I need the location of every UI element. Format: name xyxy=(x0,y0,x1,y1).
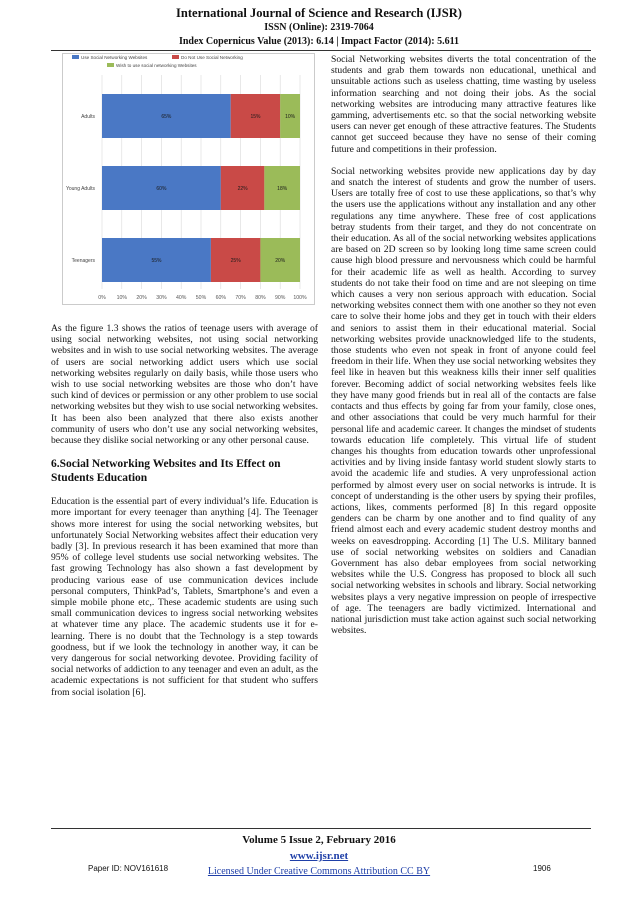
x-tick-label: 50% xyxy=(195,295,207,301)
social-networking-chart xyxy=(62,53,315,305)
x-tick-label: 100% xyxy=(293,295,307,301)
concentration-paragraph: Social Networking websites diverts the total concentration of the students and grab them towards non educational, unethical and unsuitable actions such as useless chatting, time wasting by useless information searching and not doing their jobs. As the social networking websites are introducing many attractive features like gamming, advertisements etc. so that the social networking website users can never get enough of these attractive features. The Students cannot get succeed because they have no sense of their coming future and competitions in their profession. xyxy=(331,54,596,155)
x-tick-label: 30% xyxy=(156,295,167,301)
education-paragraph: Education is the essential part of every individual’s life. Education is more important for every teenager than anything [4]. The Teenager shows more interest for using the social networking websites, but unfortunately Social Networking websites affect their education very badly [3]. In previous research it has been examined that more than 95% of college level students use social networking websites. The fast growing Technology has also shown a fast development by producing various ease of use communication devices include personal computers, ThinkPad’s, Tablets, Smartphone’s and even a simple mobile phone etc,. These academic students are using such small communication devices to ingress social networking websites at whatever time any place. The academic students use it for e-learning. There is no doubt that the Technology is a step towards goodness, but if we look the technology in another way, it can be very dangerous for social networking devotee. Providing facility of social networks of addiction to any teenager and even an adult, as the academic expectations is not sufficient for that student who suffers from social isolation [6]. xyxy=(51,496,318,698)
legend-swatch xyxy=(72,55,79,59)
issn-line: ISSN (Online): 2319-7064 xyxy=(264,22,374,33)
journal-title: International Journal of Science and Research (IJSR) xyxy=(176,6,462,20)
bar-value-label: 20% xyxy=(275,258,286,264)
category-label: Young Adults xyxy=(65,186,95,192)
bar-value-label: 18% xyxy=(277,186,288,192)
legend-label: Do Not Use Social Networking xyxy=(181,55,243,60)
category-label: Adults xyxy=(81,114,95,120)
header-rule xyxy=(51,50,591,51)
page-number: 1906 xyxy=(533,864,551,873)
bar-value-label: 25% xyxy=(230,258,241,264)
paper-id: Paper ID: NOV161618 xyxy=(88,864,169,873)
x-tick-label: 0% xyxy=(98,295,106,301)
footer-volume: Volume 5 Issue 2, February 2016 xyxy=(242,834,396,846)
legend-label: Use Social Networking Websites xyxy=(81,55,148,60)
bar-value-label: 15% xyxy=(250,114,261,120)
bar-value-label: 65% xyxy=(161,114,172,120)
x-tick-label: 90% xyxy=(275,295,286,301)
bar-value-label: 55% xyxy=(151,258,162,264)
category-label: Teenagers xyxy=(71,258,95,264)
right-column xyxy=(331,54,596,636)
x-tick-label: 80% xyxy=(255,295,266,301)
footer-license-link[interactable]: Licensed Under Creative Commons Attribution CC BY xyxy=(207,866,431,877)
x-tick-label: 60% xyxy=(215,295,226,301)
index-line: Index Copernicus Value (2013): 6.14 | Impact Factor (2014): 5.611 xyxy=(178,36,460,47)
footer-rule xyxy=(51,828,591,829)
applications-paragraph: Social networking websites provide new applications day by day and snatch the interest of students and grow the number of users. Users are totally free of cost to use these applications, so that’s why the users use the applications without any installation and any other regulations any time anywhere. These free of cost applications betray students from their target, and they do not concentrate on their education. As all of the social networking websites applications are based on 2D screen so by looking long time same screen could cause high blood pressure and nervousness which could be harmful for their academic life as well as health. According to survey students do not take their food on time and are not sleeping on time which causes a very non serious approach with education. Social networking websites connect them with one another so they not even care to solve their home jobs and they get in touch with their elders and seniors to assist them in their educational material. Social networking websites provide unacknowledged life to the students, those students who even not speak in front of anyone could feel freedom in their life. When they use social networking websites they feel like in heaven but this weakness kills their inner self qualities forever. Becoming addict of social networking websites feels like they have many good friends but in real all of the contacts are false contacts and thus effects by going far from your family, close ones, and other associations that could be very much harmful for their personal life and academic career. It changes the mindset of students towards education life completely. This virtual life of student changes his thoughts from education towards other unprofessional activities and by living inside fantasy world student slowly starts to avoid the academic life and studies. A very unprofessional action performed by almost every user on social networks is intrude. It is concept of understanding is the other users by spying their profiles, actions, likes, comments performed [8] In this regard opposite genders can be charm by one another and to find quality of any friend almost each and every academic student destroy months and weeks on eavesdropping. According [1] The U.S. Military banned use of social networking websites on soldiers and Canadian Government has also debar employees from social networking websites while the U.S. Congress has proposed to block all such social networking websites in schools and library. Social networking websites plays a very negative impression on people of irrespective of age. The teenagers are badly victimized. International and national jurisdiction must take action against such social networking websites. xyxy=(331,165,596,637)
x-tick-label: 40% xyxy=(176,295,187,301)
x-tick-label: 10% xyxy=(116,295,127,301)
x-tick-label: 70% xyxy=(235,295,246,301)
legend-swatch xyxy=(107,63,114,67)
bar-value-label: 10% xyxy=(285,114,296,120)
x-tick-label: 20% xyxy=(136,295,147,301)
left-column xyxy=(51,323,318,698)
legend-label: Wish to use social networking Websites xyxy=(116,63,197,68)
legend-swatch xyxy=(172,55,179,59)
footer-url-link[interactable]: www.ijsr.net xyxy=(289,850,349,862)
section-heading: 6.Social Networking Websites and Its Effect on Students Education xyxy=(51,458,281,485)
bar-value-label: 22% xyxy=(237,186,248,192)
figure-description-paragraph: As the figure 1.3 shows the ratios of teenage users with average of using social networking websites, not using social networking websites and in wish to use social networking websites. The average of users are social networking addict users which use social networking websites regularly on daily basis, while those users who wish to use social networking websites are those who don’t have such kind of devices or permission or any other problem to use social networking websites but they wish to use social networking websites. It has been also been analyzed that there also exists another community of users who don’t use any social networking websites, because they dislike social networking or any other personal cause. xyxy=(51,323,318,447)
bar-value-label: 60% xyxy=(156,186,167,192)
